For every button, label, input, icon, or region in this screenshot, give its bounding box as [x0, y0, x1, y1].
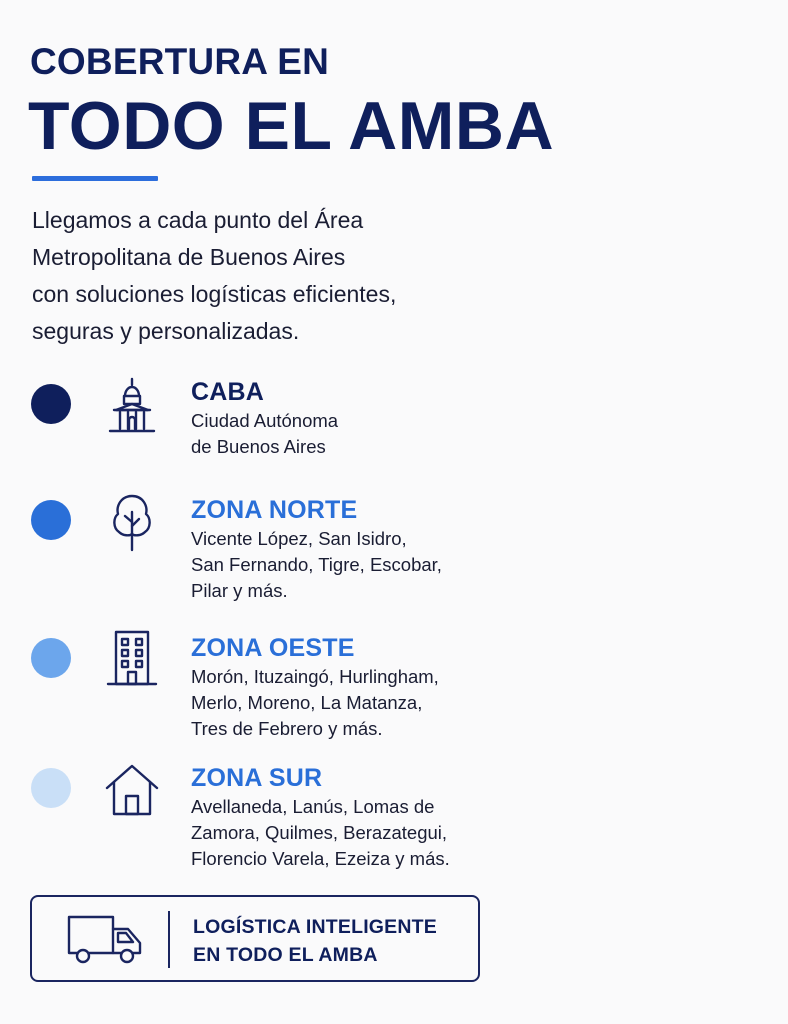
zone-color-dot: [31, 500, 71, 540]
banner-line: EN TODO EL AMBA: [193, 944, 378, 966]
office-building-icon: [104, 628, 160, 688]
government-building-icon: [104, 376, 160, 436]
banner-divider: [168, 911, 170, 968]
zone-description-line: Pilar y más.: [191, 580, 288, 601]
zone-description-line: Ciudad Autónoma: [191, 410, 339, 431]
zone-description: [191, 408, 511, 460]
zone-description: [191, 794, 511, 872]
zone-color-dot: [31, 768, 71, 808]
zone-title: CABA: [191, 378, 265, 406]
title-accent-bar: [32, 176, 158, 181]
intro-line: con soluciones logísticas eficientes,: [32, 281, 397, 307]
logistics-banner: [30, 895, 480, 982]
zone-description-line: San Fernando, Tigre, Escobar,: [191, 554, 442, 575]
zone-description-line: de Buenos Aires: [191, 436, 326, 457]
intro-line: seguras y personalizadas.: [32, 318, 300, 344]
zone-description: [191, 526, 511, 604]
zone-description-line: Morón, Ituzaingó, Hurlingham,: [191, 666, 439, 687]
zone-title: ZONA NORTE: [191, 496, 358, 524]
intro-line: Metropolitana de Buenos Aires: [32, 244, 346, 270]
zone-title: ZONA SUR: [191, 764, 323, 792]
zone-description-line: Florencio Varela, Ezeiza y más.: [191, 848, 450, 869]
zone-description-line: Vicente López, San Isidro,: [191, 528, 407, 549]
zone-description-line: Tres de Febrero y más.: [191, 718, 383, 739]
zone-description-line: Avellaneda, Lanús, Lomas de: [191, 796, 435, 817]
zone-description-line: Merlo, Moreno, La Matanza,: [191, 692, 423, 713]
zone-title: ZONA OESTE: [191, 634, 355, 662]
zone-color-dot: [31, 638, 71, 678]
zone-color-dot: [31, 384, 71, 424]
house-icon: [104, 760, 160, 820]
intro-paragraph: [32, 202, 472, 350]
banner-text: [193, 913, 437, 969]
zone-description: [191, 664, 511, 742]
banner-line: LOGÍSTICA INTELIGENTE: [193, 916, 437, 938]
truck-icon: [66, 913, 144, 967]
page-title: TODO EL AMBA: [28, 88, 555, 164]
page-title-small: COBERTURA EN: [30, 41, 330, 82]
intro-line: Llegamos a cada punto del Área: [32, 207, 364, 233]
zone-description-line: Zamora, Quilmes, Berazategui,: [191, 822, 448, 843]
tree-icon: [104, 492, 160, 552]
